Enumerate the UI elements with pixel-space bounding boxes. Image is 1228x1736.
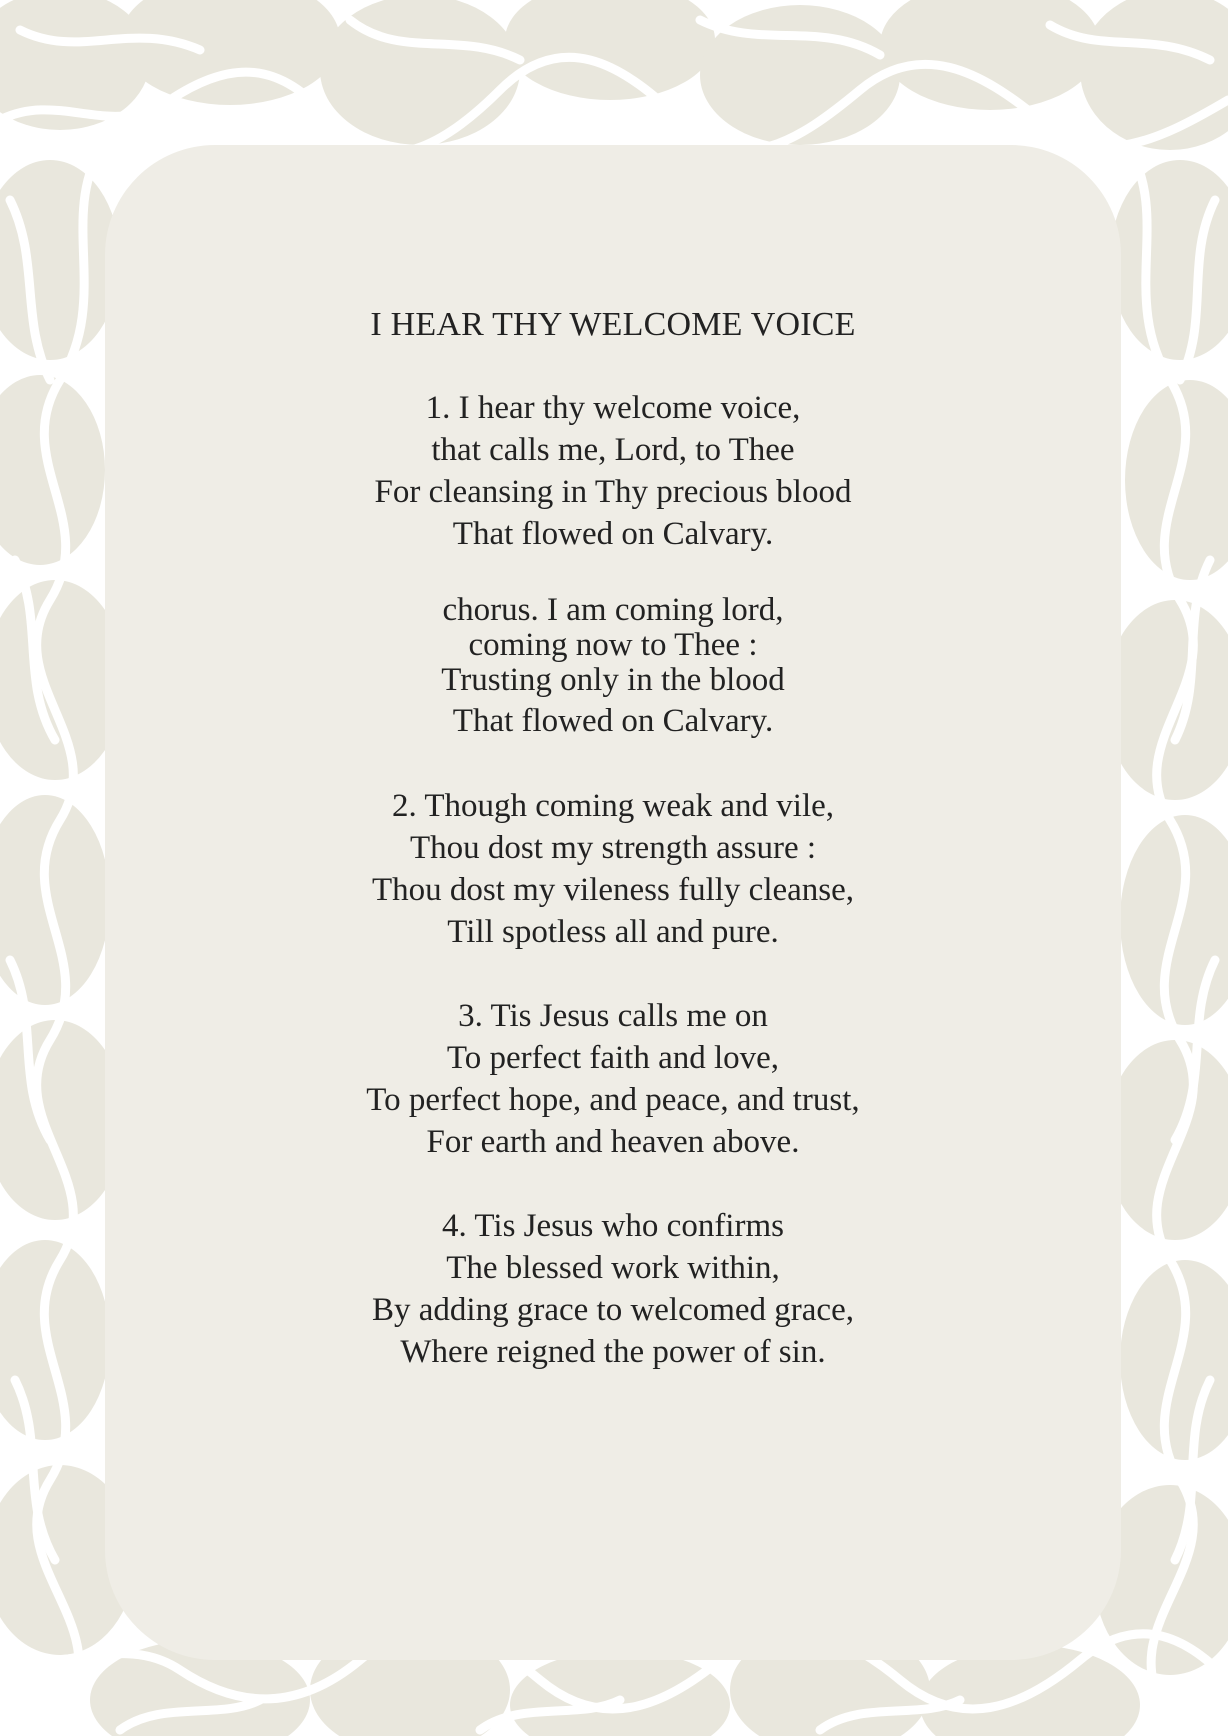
chorus-line: That flowed on Calvary. [452, 703, 774, 739]
stanza-line: For earth and heaven above. [426, 1124, 800, 1160]
stanza-line: That flowed on Calvary. [452, 516, 774, 552]
stanza-line: For cleansing in Thy precious blood [374, 474, 852, 510]
stanza-line: Till spotless all and pure. [447, 914, 779, 950]
stanza-4 [105, 1205, 1121, 1373]
stanza-line: Thou dost my vileness fully cleanse, [371, 872, 855, 908]
chorus [105, 593, 1121, 745]
stanza-line: To perfect hope, and peace, and trust, [366, 1082, 860, 1118]
stanza-line: that calls me, Lord, to Thee [431, 432, 795, 468]
hymn-content [105, 145, 1121, 1373]
stanza-3 [105, 995, 1121, 1163]
stanza-line: 3. Tis Jesus calls me on [458, 998, 768, 1034]
stanza-line: Thou dost my strength assure : [409, 830, 817, 866]
stanza-line: Where reigned the power of sin. [400, 1334, 826, 1370]
stanza-2 [105, 785, 1121, 953]
chorus-line: chorus. I am coming lord, [442, 592, 784, 628]
stanza-line: 4. Tis Jesus who confirms [442, 1208, 784, 1244]
stanza-line: 2. Though coming weak and vile, [391, 788, 835, 824]
stanza-line: The blessed work within, [446, 1250, 780, 1286]
chorus-line: Trusting only in the blood [441, 662, 785, 698]
hymn-title: I HEAR THY WELCOME VOICE [370, 306, 856, 343]
stanza-1 [105, 387, 1121, 555]
chorus-line: coming now to Thee : [468, 627, 758, 663]
stanza-line: To perfect faith and love, [446, 1040, 780, 1076]
stanza-line: 1. I hear thy welcome voice, [425, 390, 801, 426]
stanza-line: By adding grace to welcomed grace, [372, 1292, 854, 1328]
